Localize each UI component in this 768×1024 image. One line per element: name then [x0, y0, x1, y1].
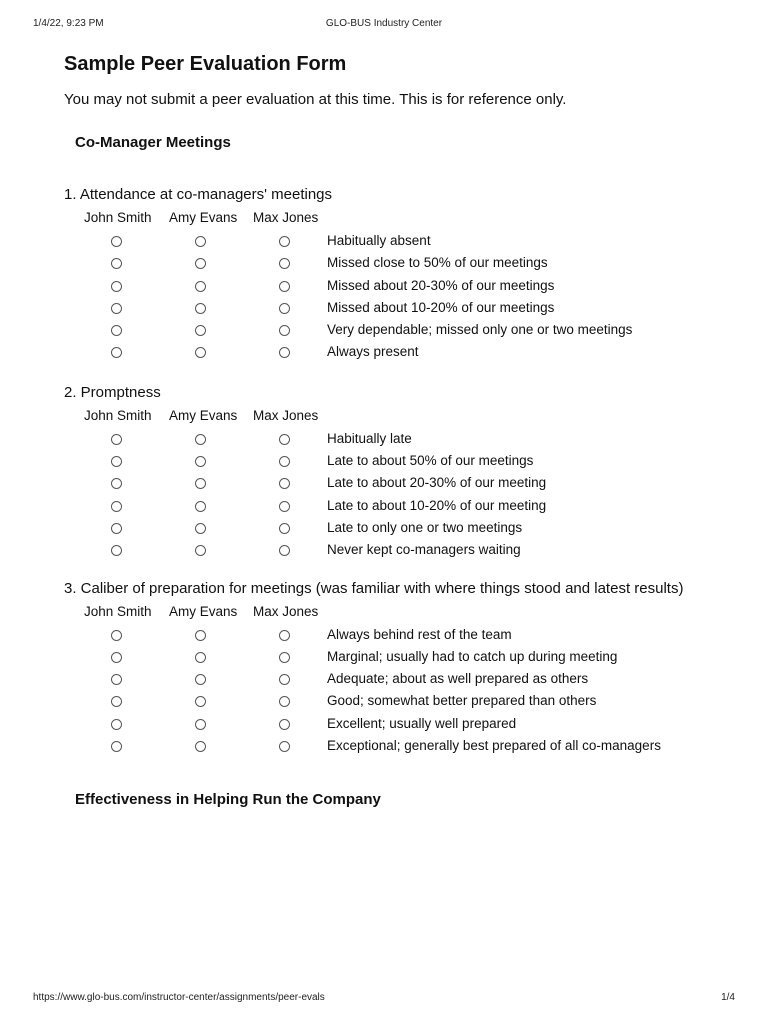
option-row — [64, 647, 734, 669]
radio-button[interactable] — [279, 674, 290, 685]
radio-button[interactable] — [279, 523, 290, 534]
option-label: Missed close to 50% of our meetings — [327, 255, 548, 271]
radio-button[interactable] — [111, 501, 122, 512]
radio-button[interactable] — [279, 258, 290, 269]
radio-button[interactable] — [279, 325, 290, 336]
radio-button[interactable] — [279, 236, 290, 247]
option-row — [64, 451, 734, 473]
option-row — [64, 429, 734, 451]
radio-button[interactable] — [195, 303, 206, 314]
radio-button[interactable] — [111, 741, 122, 752]
section-heading-meetings: Co-Manager Meetings — [75, 134, 231, 151]
option-label: Very dependable; missed only one or two meetings — [327, 322, 633, 338]
radio-button[interactable] — [195, 236, 206, 247]
option-label: Missed about 20-30% of our meetings — [327, 277, 555, 293]
option-label: Habitually late — [327, 430, 412, 446]
radio-button[interactable] — [195, 478, 206, 489]
radio-button[interactable] — [111, 258, 122, 269]
print-page-number: 1/4 — [721, 992, 735, 1003]
option-label: Habitually absent — [327, 233, 431, 248]
question-block — [64, 383, 734, 563]
radio-button[interactable] — [195, 281, 206, 292]
option-label: Late to about 50% of our meetings — [327, 453, 534, 469]
form-content — [64, 50, 734, 810]
option-row — [64, 625, 734, 647]
radio-button[interactable] — [111, 434, 122, 445]
radio-button[interactable] — [195, 719, 206, 730]
peer-name: Amy Evans — [169, 210, 238, 225]
radio-button[interactable] — [279, 741, 290, 752]
question-title: 2. Promptness — [64, 383, 161, 401]
radio-button[interactable] — [111, 674, 122, 685]
radio-button[interactable] — [279, 501, 290, 512]
option-label: Late to about 10-20% of our meeting — [327, 497, 547, 513]
radio-button[interactable] — [279, 545, 290, 556]
radio-button[interactable] — [279, 347, 290, 358]
option-row — [64, 231, 734, 253]
option-label: Marginal; usually had to catch up during meeting — [327, 648, 618, 664]
radio-button[interactable] — [279, 303, 290, 314]
peer-name: John Smith — [84, 407, 152, 423]
radio-button[interactable] — [111, 652, 122, 663]
radio-button[interactable] — [111, 303, 122, 314]
option-row — [64, 496, 734, 518]
option-row — [64, 540, 734, 562]
radio-button[interactable] — [279, 652, 290, 663]
option-label: Always behind rest of the team — [327, 626, 512, 642]
question-title: 1. Attendance at co-managers' meetings — [64, 186, 333, 203]
radio-button[interactable] — [279, 696, 290, 707]
radio-button[interactable] — [279, 630, 290, 641]
print-url: https://www.glo-bus.com/instructor-center/assignments/peer-evals — [33, 992, 325, 1003]
peer-names-header — [64, 405, 734, 427]
option-row — [64, 473, 734, 495]
radio-button[interactable] — [111, 347, 122, 358]
radio-button[interactable] — [111, 236, 122, 247]
print-date: 1/4/22, 9:23 PM — [33, 18, 104, 29]
option-row — [64, 298, 734, 320]
radio-button[interactable] — [279, 456, 290, 467]
option-label: Late to only one or two meetings — [327, 519, 523, 535]
radio-button[interactable] — [195, 347, 206, 358]
form-notice: You may not submit a peer evaluation at this time. This is for reference only. — [64, 91, 567, 108]
radio-button[interactable] — [111, 696, 122, 707]
peer-name: Max Jones — [253, 210, 319, 225]
radio-button[interactable] — [111, 630, 122, 641]
radio-button[interactable] — [195, 434, 206, 445]
radio-button[interactable] — [195, 674, 206, 685]
radio-button[interactable] — [195, 523, 206, 534]
radio-button[interactable] — [111, 523, 122, 534]
print-footer — [33, 992, 735, 1006]
radio-button[interactable] — [279, 719, 290, 730]
radio-button[interactable] — [195, 630, 206, 641]
radio-button[interactable] — [111, 478, 122, 489]
print-page-title: GLO-BUS Industry Center — [325, 18, 443, 29]
radio-button[interactable] — [111, 281, 122, 292]
print-header — [33, 18, 735, 32]
option-row — [64, 253, 734, 275]
option-label: Always present — [327, 344, 419, 360]
radio-button[interactable] — [195, 501, 206, 512]
radio-button[interactable] — [111, 325, 122, 336]
question-title: 3. Caliber of preparation for meetings (was familiar with where things stood and latest results) — [64, 579, 684, 597]
peer-name: Amy Evans — [169, 407, 238, 423]
peer-name: Max Jones — [253, 407, 319, 423]
form-title: Sample Peer Evaluation Form — [64, 53, 347, 75]
option-label: Adequate; about as well prepared as others — [327, 671, 589, 687]
option-list — [64, 231, 734, 365]
option-row — [64, 669, 734, 691]
option-list — [64, 429, 734, 563]
radio-button[interactable] — [195, 258, 206, 269]
radio-button[interactable] — [279, 434, 290, 445]
question-block — [64, 579, 734, 759]
radio-button[interactable] — [195, 741, 206, 752]
option-row — [64, 736, 734, 758]
section-heading-effectiveness: Effectiveness in Helping Run the Company — [75, 791, 381, 809]
radio-button[interactable] — [279, 281, 290, 292]
radio-button[interactable] — [111, 456, 122, 467]
peer-names-header — [64, 601, 734, 623]
option-row — [64, 691, 734, 713]
option-row — [64, 518, 734, 540]
radio-button[interactable] — [195, 652, 206, 663]
question-block — [64, 185, 734, 365]
radio-button[interactable] — [195, 696, 206, 707]
option-label: Missed about 10-20% of our meetings — [327, 299, 555, 315]
radio-button[interactable] — [195, 456, 206, 467]
radio-button[interactable] — [195, 545, 206, 556]
option-label: Good; somewhat better prepared than others — [327, 693, 597, 709]
peer-name: John Smith — [84, 210, 152, 225]
option-label: Late to about 20-30% of our meeting — [327, 475, 547, 491]
option-label: Exceptional; generally best prepared of all co-managers — [327, 738, 661, 754]
option-row — [64, 342, 734, 364]
radio-button[interactable] — [111, 545, 122, 556]
option-row — [64, 714, 734, 736]
peer-name: John Smith — [84, 603, 152, 619]
peer-name: Max Jones — [253, 603, 319, 619]
option-list — [64, 625, 734, 759]
radio-button[interactable] — [111, 719, 122, 730]
radio-button[interactable] — [195, 325, 206, 336]
peer-name: Amy Evans — [169, 603, 238, 619]
option-label: Never kept co-managers waiting — [327, 542, 521, 558]
radio-button[interactable] — [279, 478, 290, 489]
option-label: Excellent; usually well prepared — [327, 715, 517, 731]
peer-names-header — [64, 207, 734, 229]
option-row — [64, 320, 734, 342]
option-row — [64, 276, 734, 298]
